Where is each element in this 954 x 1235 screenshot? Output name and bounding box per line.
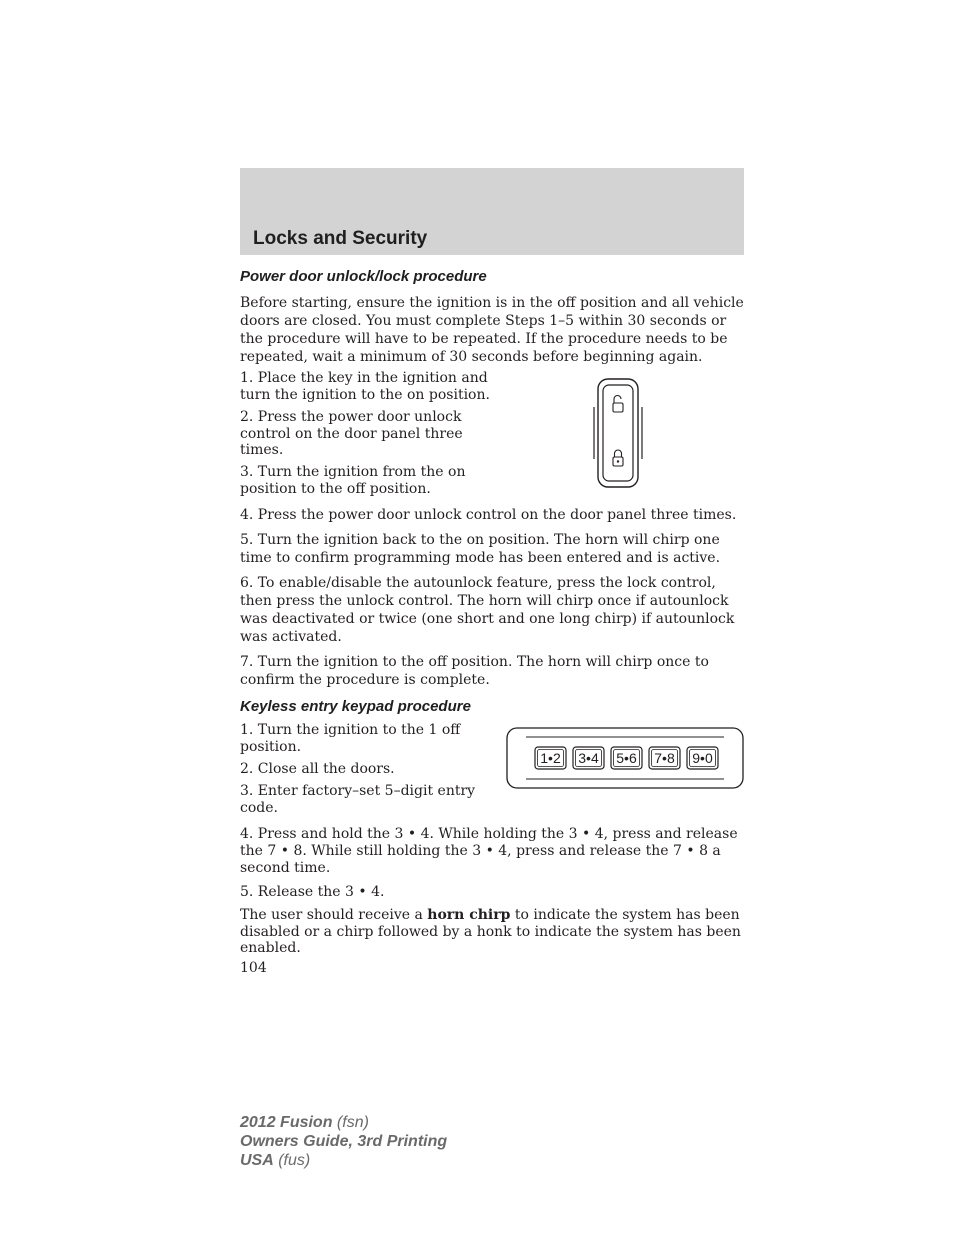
page-number: 104: [240, 960, 267, 976]
step-6: 6. To enable/disable the autounlock feature, press the lock control, then press the unlock control. The horn will chirp once if autounlock was deactivated or twice (one short and one long chirp) if autounlock was activated.: [240, 575, 735, 645]
intro-paragraph: Before starting, ensure the ignition is in the off position and all vehicle doors are closed. You must complete Steps 1–5 within 30 seconds or the procedure will have to be repeated. If the procedure needs to be repeated, wait a minimum of 30 seconds before beginning again.: [240, 295, 744, 365]
keypad-step-1: 1. Turn the ignition to the 1 off position.: [240, 722, 461, 755]
step-5: 5. Turn the ignition back to the on position. The horn will chirp one time to confirm programming mode has been entered and is active.: [240, 532, 721, 566]
keypad-step-2: 2. Close all the doors.: [240, 761, 395, 777]
subheading-power-door: Power door unlock/lock procedure: [240, 268, 487, 285]
keypad-step-4: 4. Press and hold the 3 • 4. While holding the 3 • 4, press and release the 7 • 8. While still holding the 3 • 4, press and release the 7 • 8 a second time.: [240, 826, 738, 876]
section-title: Locks and Security: [253, 228, 428, 249]
closing-text-after: to indicate the system has been disabled or a chirp followed by a honk to indicate the system has been enabled.: [240, 907, 741, 956]
keypad-button-label: 7•8: [654, 750, 675, 766]
step-3: 3. Turn the ignition from the on position to the off position.: [240, 464, 466, 497]
step-4: 4. Press the power door unlock control on the door panel three times.: [240, 507, 737, 523]
footer: [240, 1113, 447, 1170]
closing-text-before: The user should receive a: [240, 907, 428, 923]
subheading-keyless-entry: Keyless entry keypad procedure: [240, 698, 471, 715]
step-7: 7. Turn the ignition to the off position. The horn will chirp once to confirm the procedure is complete.: [240, 654, 709, 688]
keypad-step-3: 3. Enter factory–set 5–digit entry code.: [240, 783, 476, 816]
footer-guide: Owners Guide, 3rd Printing: [240, 1133, 448, 1150]
keypad-icon: [506, 727, 744, 789]
keypad-button-label: 1•2: [540, 750, 561, 766]
footer-market: USA: [240, 1152, 274, 1169]
step-1: 1. Place the key in the ignition and turn the ignition to the on position.: [240, 370, 490, 403]
footer-market-code: (fus): [273, 1152, 311, 1169]
closing-text-bold: horn chirp: [427, 907, 511, 923]
closing-paragraph: [240, 907, 746, 957]
keypad-button-label: 9•0: [692, 750, 713, 766]
footer-line-1: [240, 1113, 447, 1132]
footer-line-3: [240, 1151, 447, 1170]
footer-line-2: [240, 1132, 447, 1151]
keypad-step-5: 5. Release the 3 • 4.: [240, 884, 385, 900]
keypad-button-label: 3•4: [578, 750, 599, 766]
footer-model: 2012 Fusion: [240, 1114, 333, 1131]
door-lock-switch-icon: [592, 377, 644, 489]
footer-model-code: (fsn): [332, 1114, 369, 1131]
step-2: 2. Press the power door unlock control on the door panel three times.: [240, 409, 463, 458]
keypad-button-label: 5•6: [616, 750, 637, 766]
